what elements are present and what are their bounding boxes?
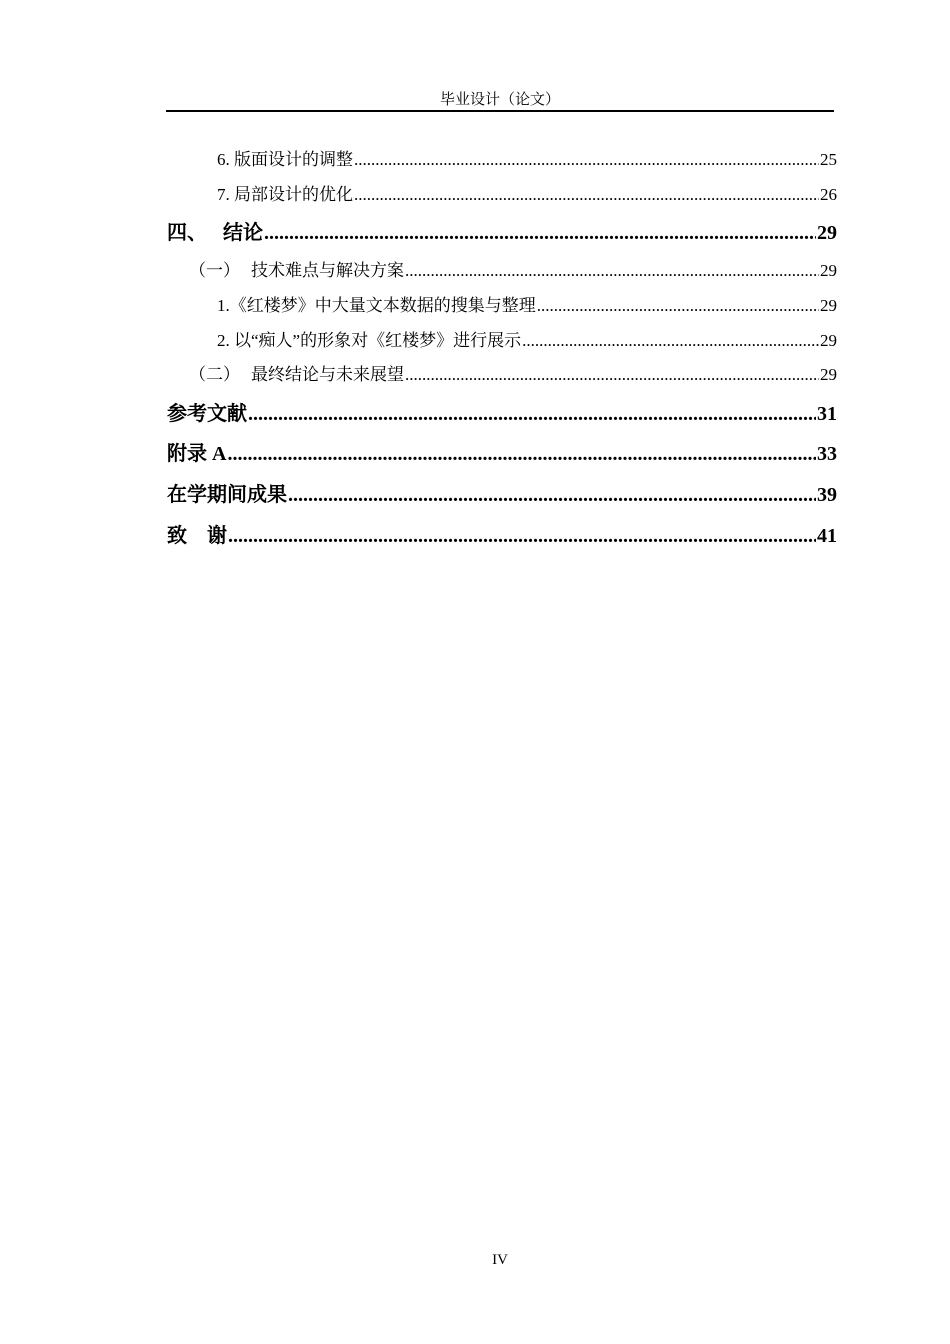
dot-leader	[522, 331, 819, 351]
toc-entry-page: 29	[817, 222, 837, 244]
toc-entry-label: 在学期间成果	[167, 484, 287, 506]
toc-entry-page: 29	[820, 365, 837, 384]
toc-entry[interactable]	[167, 291, 837, 316]
dot-leader	[288, 484, 816, 507]
toc-entry-page: 25	[820, 150, 837, 169]
toc-entry-number: （二）	[189, 365, 240, 384]
toc-entry[interactable]	[167, 360, 837, 385]
toc-entry[interactable]	[167, 256, 837, 281]
toc-entry[interactable]	[167, 478, 837, 507]
toc-entry-label: 2. 以“痴人”的形象对《红楼梦》进行展示	[217, 331, 522, 350]
toc-entry[interactable]	[167, 180, 837, 205]
dot-leader	[354, 185, 819, 205]
header-rule	[166, 110, 834, 112]
toc-entry[interactable]	[167, 326, 837, 351]
running-header: 毕业设计（论文）	[439, 92, 560, 108]
toc-entry-label: 参考文献	[167, 403, 247, 425]
toc-entry[interactable]	[167, 519, 837, 548]
toc-entry-label: 技术难点与解决方案	[251, 261, 404, 280]
toc-entry[interactable]	[167, 397, 837, 426]
toc-entry-label: 致 谢	[167, 525, 227, 547]
page-number: IV	[492, 1252, 508, 1268]
dot-leader	[405, 365, 819, 385]
toc-entry-label: 1.《红楼梦》中大量文本数据的搜集与整理	[217, 296, 536, 315]
toc-entry-page: 29	[820, 261, 837, 280]
dot-leader	[227, 443, 816, 466]
toc-entry-number: （一）	[189, 261, 240, 280]
toc-entry[interactable]	[167, 216, 837, 245]
dot-leader	[248, 403, 816, 426]
toc-entry-number: 四、	[167, 222, 207, 244]
toc-entry-page: 41	[817, 525, 837, 547]
dot-leader	[405, 261, 819, 281]
toc-entry-page: 29	[820, 331, 837, 350]
toc-entry-label: 最终结论与未来展望	[251, 365, 404, 384]
toc-entry-page: 26	[820, 185, 837, 204]
toc-entry-page: 29	[820, 296, 837, 315]
dot-leader	[354, 150, 819, 170]
toc-entry-label: 附录 A	[167, 443, 227, 465]
toc-entry-label: 7. 局部设计的优化	[217, 185, 353, 204]
toc-entry-label: 结论	[223, 222, 263, 244]
dot-leader	[537, 296, 819, 316]
dot-leader	[228, 525, 816, 548]
dot-leader	[264, 222, 816, 245]
toc-entry-label: 6. 版面设计的调整	[217, 150, 353, 169]
toc-entry-page: 33	[817, 443, 837, 465]
toc-entry-page: 39	[817, 484, 837, 506]
toc-entry-page: 31	[817, 403, 837, 425]
toc-entry[interactable]	[167, 437, 837, 466]
toc-entry[interactable]	[167, 145, 837, 170]
